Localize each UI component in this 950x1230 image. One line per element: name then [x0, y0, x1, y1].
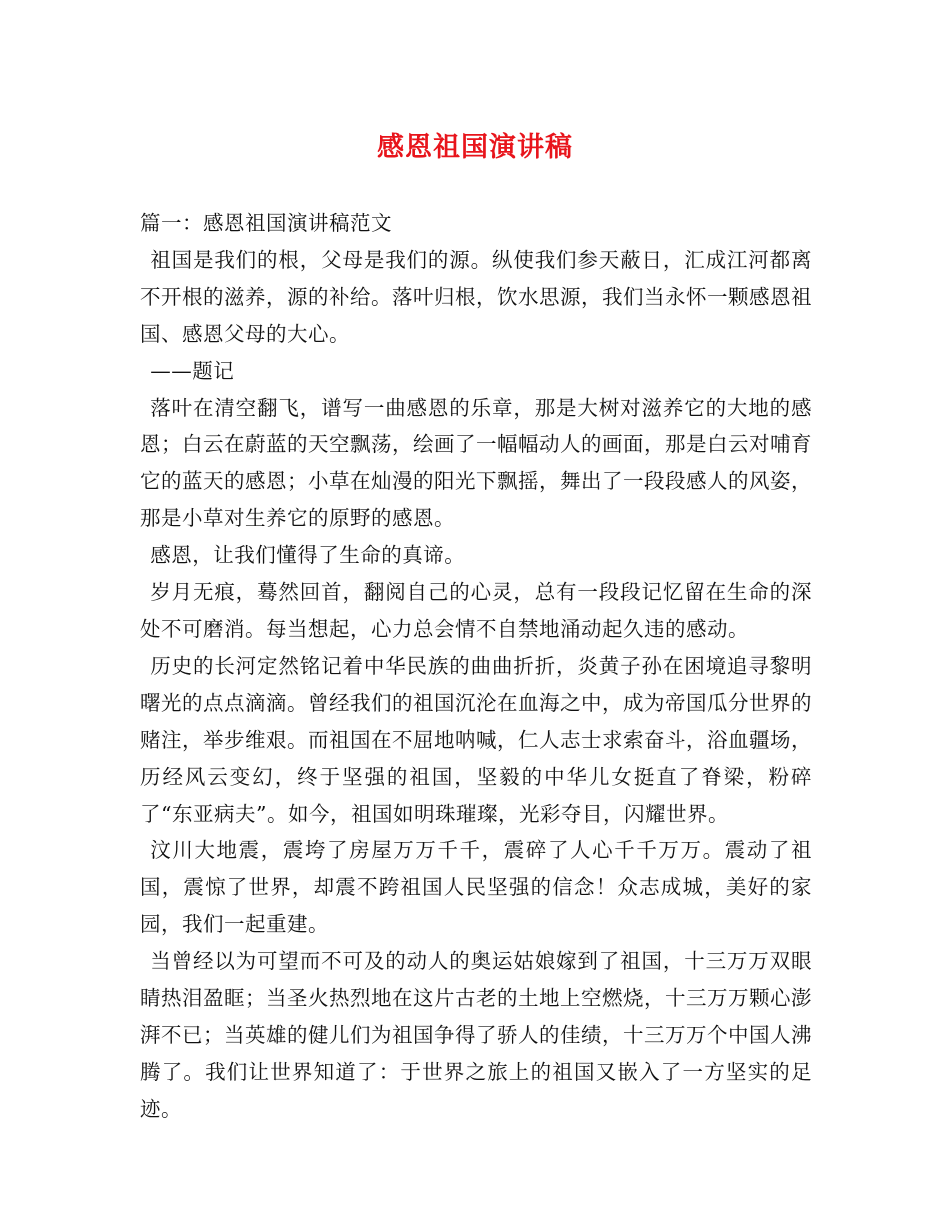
- paragraph: 祖国是我们的根，父母是我们的源。纵使我们参天蔽日，汇成江河都离不开根的滋养，源的补给。落叶归根，饮水思源，我们当永怀一颗感恩祖国、感恩父母的大心。: [140, 247, 812, 346]
- paragraph: 岁月无痕，蓦然回首，翻阅自己的心灵，总有一段段记忆留在生命的深处不可磨消。每当想起，心力总会情不自禁地涌动起久违的感动。: [140, 580, 812, 641]
- section-heading: 篇一：感恩祖国演讲稿范文: [140, 211, 392, 235]
- page-title: 感恩祖国演讲稿: [377, 132, 573, 163]
- document-body: [140, 205, 812, 1128]
- paragraph: 落叶在清空翻飞，谱写一曲感恩的乐章，那是大树对滋养它的大地的感恩；白云在蔚蓝的天空飘荡，绘画了一幅幅动人的画面，那是白云对哺育它的蓝天的感恩；小草在灿漫的阳光下飘摇，舞出了一段段感人的风姿，那是小草对生养它的原野的感恩。: [140, 395, 812, 531]
- paragraph: 感恩，让我们懂得了生命的真谛。: [150, 543, 466, 568]
- paragraph: 汶川大地震，震垮了房屋万万千千，震碎了人心千千万万。震动了祖国，震惊了世界，却震不跨祖国人民坚强的信念！众志成城，美好的家园，我们一起重建。: [140, 838, 812, 937]
- paragraph: 当曾经以为可望而不可及的动人的奥运姑娘嫁到了祖国，十三万万双眼睛热泪盈眶；当圣火热烈地在这片古老的土地上空燃烧，十三万万颗心澎湃不已；当英雄的健儿们为祖国争得了骄人的佳绩，十三万万个中国人沸腾了。我们让世界知道了：于世界之旅上的祖国又嵌入了一方坚实的足迹。: [140, 949, 812, 1121]
- paragraph: 历史的长河定然铭记着中华民族的曲曲折折，炎黄子孙在困境追寻黎明曙光的点点滴滴。曾经我们的祖国沉沦在血海之中，成为帝国瓜分世界的赌注，举步维艰。而祖国在不屈地呐喊，仁人志士求索奋斗，浴血疆场，历经风云变幻，终于坚强的祖国，坚毅的中华儿女挺直了脊梁，粉碎了“东亚病夫”。如今，祖国如明珠璀璨，光彩夺目，闪耀世界。: [140, 653, 812, 826]
- epigraph-attribution: ——题记: [150, 358, 235, 383]
